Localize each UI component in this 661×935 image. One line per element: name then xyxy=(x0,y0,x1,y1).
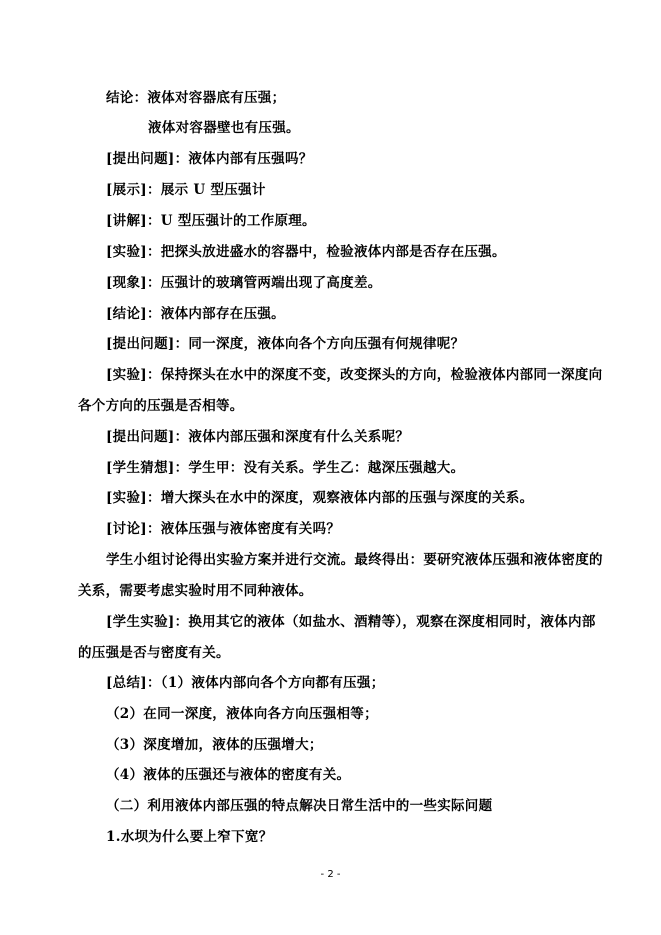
text-line-student-experiment-2: 的压强是否与密度有关。 xyxy=(78,645,230,661)
text-line-conclusion-2: 液体对容器壁也有压强。 xyxy=(148,120,300,136)
text-line-summary-2: （2）在同一深度，液体向各方向压强相等； xyxy=(106,706,378,722)
text-line-summary-4: （4）液体的压强还与液体的密度有关。 xyxy=(106,767,351,783)
text-line-conclusion-3: [结论]：液体内部存在压强。 xyxy=(106,306,285,322)
text-line-experiment-2b: 各个方向的压强是否相等。 xyxy=(78,398,244,414)
page-number: - 2 - xyxy=(320,869,341,880)
text-line-conclusion-1: 结论：液体对容器底有压强； xyxy=(106,90,286,106)
text-line-group-1: 学生小组讨论得出实验方案并进行交流。最终得出：要研究液体压强和液体密度的 xyxy=(106,552,603,568)
text-line-experiment-1: [实验]：把探头放进盛水的容器中，检验液体内部是否存在压强。 xyxy=(106,244,506,260)
text-line-show: [展示]：展示 U 型压强计 xyxy=(106,182,266,198)
text-line-summary-3: （3）深度增加，液体的压强增大； xyxy=(106,737,323,753)
text-line-guess: [学生猜想]：学生甲：没有关系。学生乙：越深压强越大。 xyxy=(106,460,465,476)
text-line-question-3: [提出问题]：液体内部压强和深度有什么关系呢？ xyxy=(106,429,410,445)
text-line-question-2: [提出问题]：同一深度，液体向各个方向压强有何规律呢？ xyxy=(106,336,465,352)
text-line-question-1: [提出问题]：液体内部有压强吗？ xyxy=(106,151,313,167)
text-line-discussion: [讨论]：液体压强与液体密度有关吗？ xyxy=(106,521,341,537)
text-line-explain: [讲解]：U 型压强计的工作原理。 xyxy=(106,213,316,229)
text-line-student-experiment-1: [学生实验]：换用其它的液体（如盐水、酒精等），观察在深度相同时，液体内部 xyxy=(106,614,596,630)
text-line-summary-1: [总结]：（1）液体内部向各个方向都有压强； xyxy=(106,675,385,691)
text-line-phenomenon: [现象]：压强计的玻璃管两端出现了高度差。 xyxy=(106,275,382,291)
text-line-group-2: 关系，需要考虑实验时用不同种液体。 xyxy=(78,583,313,599)
text-line-experiment-2a: [实验]：保持探头在水中的深度不变，改变探头的方向，检验液体内部同一深度向 xyxy=(106,367,603,383)
section-heading: （二）利用液体内部压强的特点解决日常生活中的一些实际问题 xyxy=(106,798,493,814)
question-heading: 1.水坝为什么要上窄下宽？ xyxy=(106,829,273,845)
text-line-experiment-3: [实验]：增大探头在水中的深度，观察液体内部的压强与深度的关系。 xyxy=(106,490,534,506)
